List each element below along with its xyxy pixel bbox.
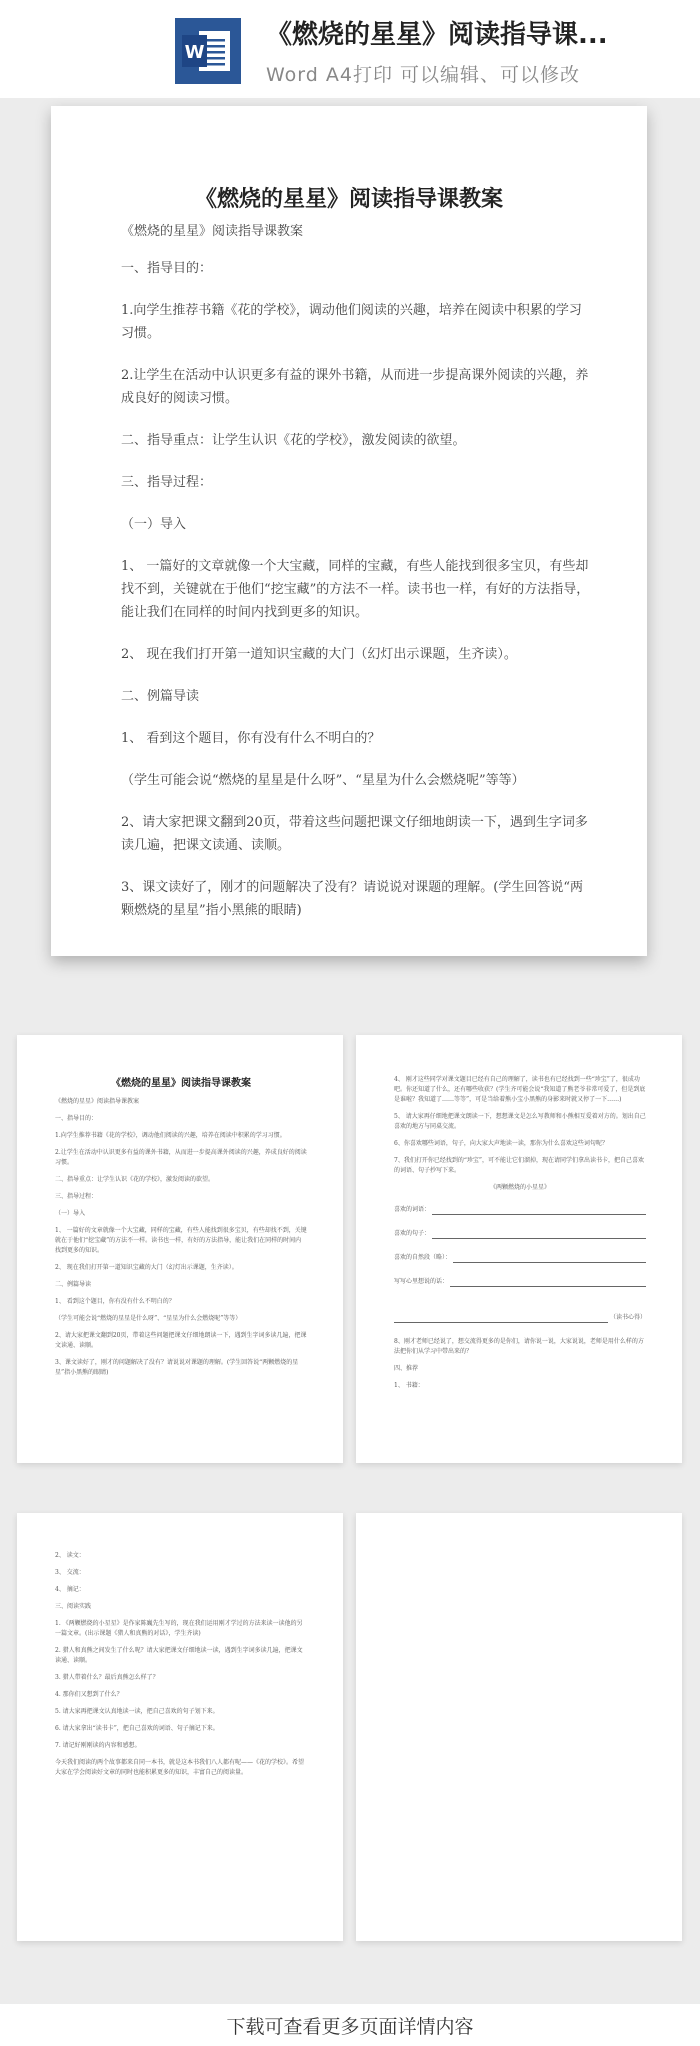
paragraph: 6、你喜欢哪些词语，句子，向大家大声地读一读，那你为什么喜欢这些词句呢？ xyxy=(394,1140,608,1147)
paragraph: 1、 一篇好的文章就像一个大宝藏，同样的宝藏，有些人能找到很多宝贝，有些却找不到，关键就在于他们“挖宝藏”的方法不一样。读书也一样，有好的方法指导，能让我们在同样的时间内找到更多的知识。 xyxy=(55,1227,307,1254)
paragraph: 1、 书籍： xyxy=(394,1382,424,1389)
form-label: 喜欢的句子： xyxy=(394,1230,431,1237)
svg-text:W: W xyxy=(184,42,205,63)
paragraph: 7、我们打开你已经找到的“珍宝”，可不能让它们溜掉，现在请同学们拿出读书卡，把自己喜欢的词语、句子抄写下来。 xyxy=(394,1157,644,1174)
form-label: 写写心里想说的话： xyxy=(394,1278,449,1285)
paragraph: 三、指导过程： xyxy=(55,1193,98,1200)
paragraph: 3、课文读好了，刚才的问题解决了没有？请说说对课题的理解。(学生回答说“两颗燃烧的星星”指小黑熊的眼睛) xyxy=(121,880,583,918)
paragraph: 7. 请记好刚刚读的内容和感想。 xyxy=(55,1742,141,1749)
paragraph: 一、指导目的： xyxy=(121,261,213,276)
paragraph: 三、阅读实践 xyxy=(55,1603,92,1610)
thumbnail-page-3[interactable] xyxy=(17,1513,343,1941)
paragraph: 2、 现在我们打开第一道知识宝藏的大门（幻灯出示课题，生齐读）。 xyxy=(121,647,517,662)
form-title: 《两颗燃烧的小星星》 xyxy=(489,1184,550,1191)
paragraph: 4、 刚才这些同学对课文题目已经有自己的理解了，读书也有已经找到一些“珍宝”了，很成功吧。你还知道了什么，还有哪些收获？(学生齐可能会说“我知道了熊老爷非常可爱了，但是到底是谁啦？我知道了……等等”，可是当给着熊小宝小黑熊的身影来时就又停了一下……) xyxy=(394,1076,646,1103)
paragraph: 2.让学生在活动中认识更多有益的课外书籍，从而进一步提高课外阅读的兴趣，养成良好的阅读习惯。 xyxy=(121,368,589,406)
paragraph: 1.向学生推荐书籍《花的学校》，调动他们阅读的兴趣，培养在阅读中积累的学习习惯。 xyxy=(121,303,582,341)
form-blank xyxy=(432,1231,646,1239)
paragraph: 1、 看到这个题目，你有没有什么不明白的？ xyxy=(55,1298,175,1305)
paragraph: 三、指导过程： xyxy=(121,475,213,490)
thumbnail-page-2[interactable] xyxy=(356,1035,682,1463)
signature-label: （读书心得） xyxy=(609,1314,646,1321)
form-row xyxy=(394,1253,646,1263)
paragraph: 二、指导重点：让学生认识《花的学校》，激发阅读的欲望。 xyxy=(121,433,466,448)
paragraph: （学生可能会说“燃烧的星星是什么呀”、“星星为什么会燃烧呢”等等） xyxy=(121,773,525,788)
paragraph: 2. 猎人和真熊之间发生了什么呢？请大家把课文仔细地读一读，遇到生字词多读几遍，把课文读通、读顺。 xyxy=(55,1647,303,1664)
header-bar xyxy=(0,0,700,98)
paragraph: 3. 猎人带着什么？最后真熊怎么样了？ xyxy=(55,1674,159,1681)
page-title: 《燃烧的星星》阅读指导课教案 xyxy=(194,186,503,212)
paragraph: 2、 读文： xyxy=(55,1552,85,1559)
page-body xyxy=(121,220,591,941)
form-row xyxy=(394,1277,646,1287)
paragraph: （一）导入 xyxy=(121,517,187,532)
paragraph: 二、指导重点：让学生认识《花的学校》，激发阅读的欲望。 xyxy=(55,1176,215,1183)
paragraph: 二、例篇导读 xyxy=(55,1281,92,1288)
paragraph: 2、 现在我们打开第一道知识宝藏的大门（幻灯出示课题，生齐读）。 xyxy=(55,1264,238,1271)
paragraph: 二、例篇导读 xyxy=(121,689,200,704)
paragraph: 2.让学生在活动中认识更多有益的课外书籍，从而进一步提高课外阅读的兴趣，养成良好的阅读习惯。 xyxy=(55,1149,307,1166)
download-more-link[interactable]: 下载可查看更多页面详情内容 xyxy=(226,2016,474,2038)
document-title: 《燃烧的星星》阅读指导课... xyxy=(266,20,608,50)
thumbnail-content xyxy=(55,1551,307,1785)
word-icon xyxy=(175,18,241,84)
paragraph: 1. 《两颗燃烧的小星星》是作家陈巍先生写的，现在我们运用刚才学过的方法来读一读他的另一篇文章。(出示课题《猎人和真熊的对话》，学生齐读) xyxy=(55,1620,303,1637)
form-row xyxy=(394,1205,646,1215)
paragraph: 2、请大家把课文翻到20页，带着这些问题把课文仔细地朗读一下，遇到生字词多读几遍，把课文读通、读顺。 xyxy=(55,1332,307,1349)
thumbnail-page-4[interactable] xyxy=(356,1513,682,1941)
paragraph: 1、 看到这个题目，你有没有什么不明白的？ xyxy=(121,731,381,746)
paragraph: 2、请大家把课文翻到20页，带着这些问题把课文仔细地朗读一下，遇到生字词多读几遍，把课文读通、读顺。 xyxy=(121,815,588,853)
paragraph: （一）导入 xyxy=(55,1210,86,1217)
form-row xyxy=(394,1229,646,1239)
paragraph: 4、 摘记： xyxy=(55,1586,85,1593)
paragraph: 5、 请大家再仔细地把课文朗读一下，想想课文是怎么写教师和小熊相互爱着对方的。划出自己喜欢的地方与同桌交流。 xyxy=(394,1113,646,1130)
form-blank xyxy=(394,1315,608,1323)
form-blank xyxy=(453,1255,646,1263)
thumbnail-content xyxy=(394,1075,646,1398)
thumbnail-content xyxy=(55,1079,307,1385)
paragraph: 4. 那你们又想到了什么？ xyxy=(55,1691,123,1698)
paragraph: 5. 请大家再把课文认真地读一读，把自己喜欢的句子划下来。 xyxy=(55,1708,219,1715)
paragraph: 8、刚才老师已经说了，想交流得更多的是你们，请你说一说，大家说说，老师是用什么样的方法把你们从学习中带出来的？ xyxy=(394,1338,644,1355)
thumbnail-title: 《燃烧的星星》阅读指导课教案 xyxy=(111,1078,251,1089)
footer-bar xyxy=(0,2004,700,2046)
paragraph: 1、 一篇好的文章就像一个大宝藏，同样的宝藏，有些人能找到很多宝贝，有些却找不到，关键就在于他们“挖宝藏”的方法不一样。读书也一样，有好的方法指导，能让我们在同样的时间内找到更多的知识。 xyxy=(121,559,590,620)
thumbnail-page-1[interactable] xyxy=(17,1035,343,1463)
paragraph: 今天我们阅读的两个故事都来自同一本书，就是这本书我们八人都有呢——《花的学校》。希望大家在学会阅读好文章的同时也能积累更多的知识，丰富自己的阅读量。 xyxy=(55,1759,305,1776)
main-page-preview xyxy=(51,106,647,956)
paragraph: 《燃烧的星星》阅读指导课教案 xyxy=(121,224,304,239)
paragraph: （学生可能会说“燃烧的星星是什么呀”、“星星为什么会燃烧呢”等等） xyxy=(55,1315,242,1322)
paragraph: 《燃烧的星星》阅读指导课教案 xyxy=(55,1098,140,1105)
paragraph: 一、指导目的： xyxy=(55,1115,98,1122)
signature-row xyxy=(394,1313,646,1323)
paragraph: 6. 请大家拿出“读书卡”，把自己喜欢的词语、句子摘记下来。 xyxy=(55,1725,219,1732)
paragraph: 四、推荐 xyxy=(394,1365,419,1372)
paragraph: 3、 交流： xyxy=(55,1569,85,1576)
paragraph: 3、课文读好了，刚才的问题解决了没有？请说说对课题的理解。(学生回答说“两颗燃烧的星星”指小黑熊的眼睛) xyxy=(55,1359,299,1376)
paragraph: 1.向学生推荐书籍《花的学校》，调动他们阅读的兴趣，培养在阅读中积累的学习习惯。 xyxy=(55,1132,286,1139)
form-label: 喜欢的词语： xyxy=(394,1206,431,1213)
form-blank xyxy=(450,1279,646,1287)
form-blank xyxy=(432,1207,646,1215)
document-subtitle: Word A4打印 可以编辑、可以修改 xyxy=(266,64,581,86)
form-label: 喜欢的自然段（略）： xyxy=(394,1254,452,1261)
